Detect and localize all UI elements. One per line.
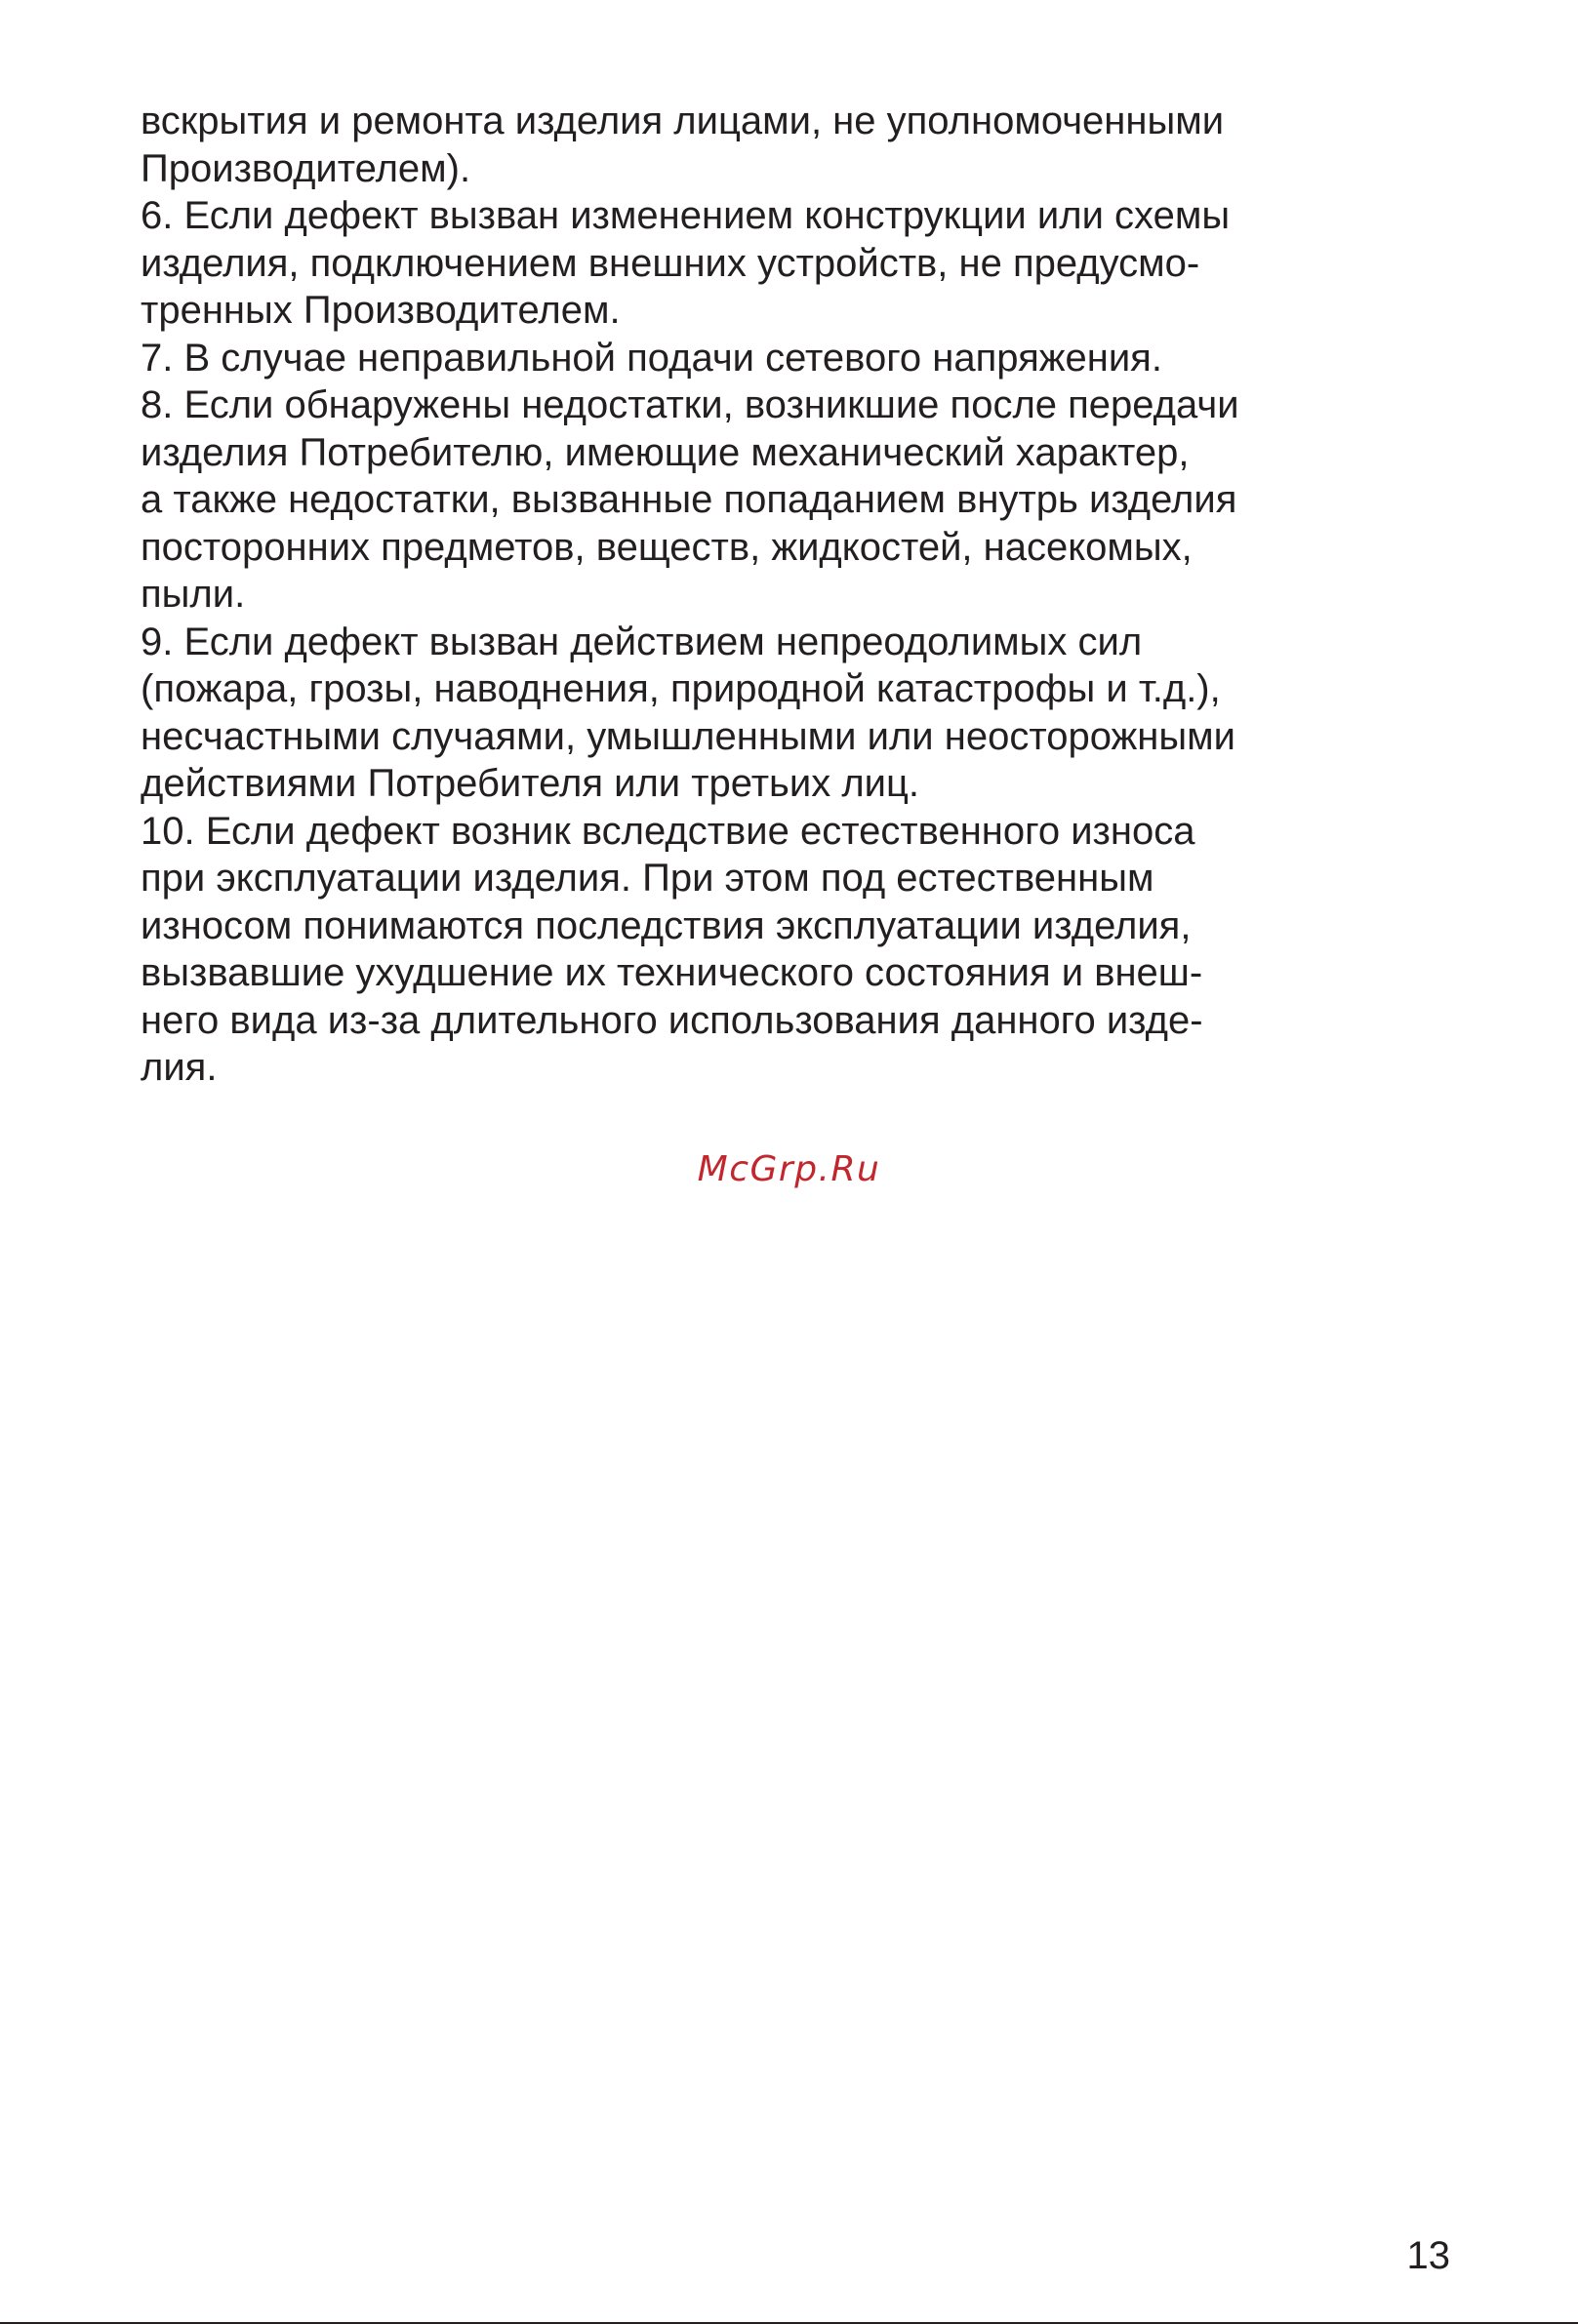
watermark-link[interactable]: McGrp.Ru [697, 1149, 881, 1189]
text-line: 7. В случае неправильной подачи сетевого напряжения. [141, 336, 1162, 380]
text-line: 6. Если дефект вызван изменением конструкции или схемы [141, 194, 1231, 237]
text-line: вызвавшие ухудшение их технического состояния и внеш- [141, 951, 1203, 994]
text-line: посторонних предметов, веществ, жидкостей, насекомых, [141, 525, 1193, 569]
text-line: несчастными случаями, умышленными или неосторожными [141, 714, 1235, 758]
text-line: 10. Если дефект возник вследствие естественного износа [141, 809, 1195, 853]
text-line: вскрытия и ремонта изделия лицами, не уполномоченными [141, 100, 1225, 142]
text-line: лия. [141, 1046, 218, 1089]
text-line: тренных Производителем. [141, 289, 621, 332]
text-line: износом понимаются последствия эксплуатации изделия, [141, 903, 1192, 947]
page-number: 13 [1406, 2234, 1450, 2277]
text-line: действиями Потребителя или третьих лиц. [141, 762, 920, 805]
text-line: 8. Если обнаружены недостатки, возникшие после передачи [141, 383, 1239, 426]
text-line: изделия Потребителю, имеющие механический характер, [141, 430, 1190, 474]
text-line: него вида из-за длительного использования данного изде- [141, 998, 1203, 1042]
text-line: 9. Если дефект вызван действием непреодолимых сил [141, 620, 1143, 663]
body-text [141, 98, 1429, 1092]
text-line: Производителем). [141, 146, 471, 190]
text-line: (пожара, грозы, наводнения, природной катастрофы и т.д.), [141, 667, 1221, 710]
text-line: пыли. [141, 573, 246, 616]
text-line: а также недостатки, вызванные попаданием внутрь изделия [141, 478, 1237, 521]
text-line: изделия, подключением внешних устройств, не предусмо- [141, 241, 1200, 285]
text-line: при эксплуатации изделия. При этом под естественным [141, 857, 1154, 900]
